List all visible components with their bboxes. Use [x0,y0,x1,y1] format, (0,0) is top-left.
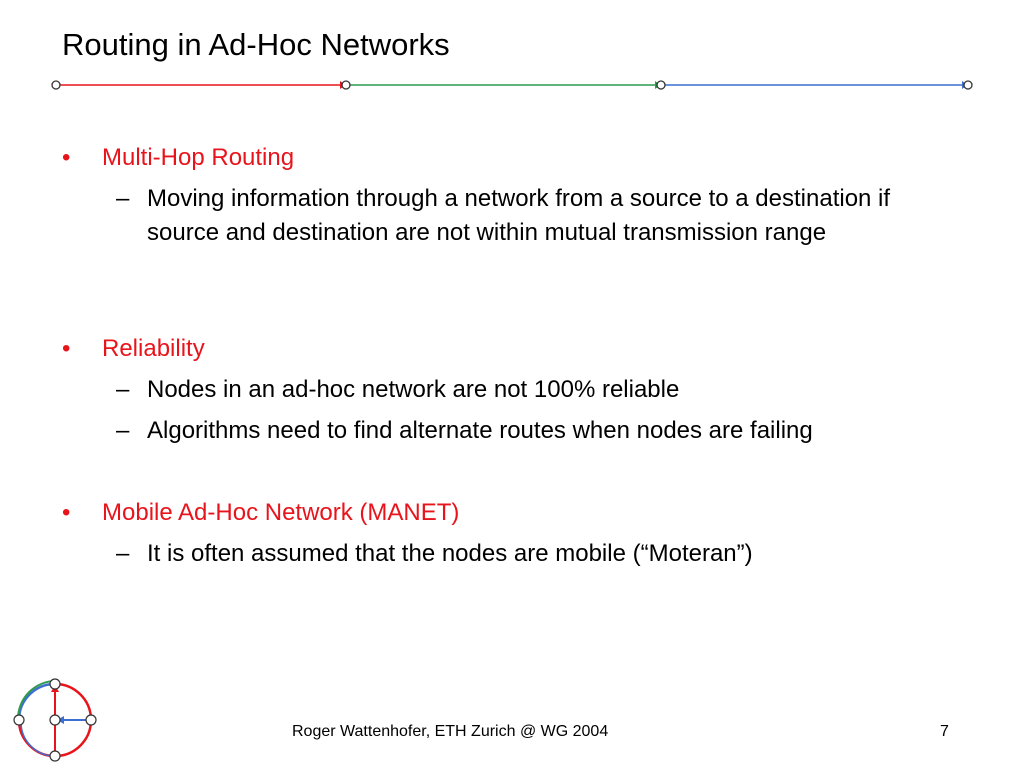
logo-node-icon [50,679,60,689]
logo-node-icon [50,751,60,761]
sub-bullet-mark: – [116,417,130,444]
sub-bullet-text: Nodes in an ad-hoc network are not 100% reliable [147,376,680,403]
logo-red-arc-right [55,684,91,720]
sub-bullet-mark: – [116,540,130,567]
sub-bullet-mark: – [116,185,130,212]
logo-blue-arc [19,684,55,720]
logo-node-icon [86,715,96,725]
logo-blue-arc-bottom [21,722,53,756]
sub-bullet-mark: – [116,376,130,403]
sub-bullet-text: Moving information through a network from a source to a destination if source and destination are not within mutual transmission range [147,185,891,246]
slide-footer: Roger Wattenhofer, ETH Zurich @ WG 2004 [292,723,609,740]
title-rule-node-icon [52,81,60,89]
bullet-mark: • [62,499,71,526]
network-graph-logo-icon [12,678,102,768]
bullet-mark: • [62,144,71,171]
title-rule-node-icon [964,81,972,89]
logo-red-arc-bottom [55,720,91,756]
bullet-heading: Multi-Hop Routing [102,144,295,171]
bullet-mark: • [62,335,71,362]
bullet-heading: Mobile Ad-Hoc Network (MANET) [102,499,460,526]
slide-title: Routing in Ad-Hoc Networks [62,27,450,62]
logo-node-icon [50,715,60,725]
page-number: 7 [940,723,949,740]
title-rule-network-line [0,70,1024,100]
title-rule-node-icon [342,81,350,89]
logo-node-icon [14,715,24,725]
title-rule-node-icon [657,81,665,89]
sub-bullet-text: It is often assumed that the nodes are mobile (“Moteran”) [147,540,753,567]
bullet-heading: Reliability [102,335,205,362]
sub-bullet-text: Algorithms need to find alternate routes when nodes are failing [147,417,813,444]
